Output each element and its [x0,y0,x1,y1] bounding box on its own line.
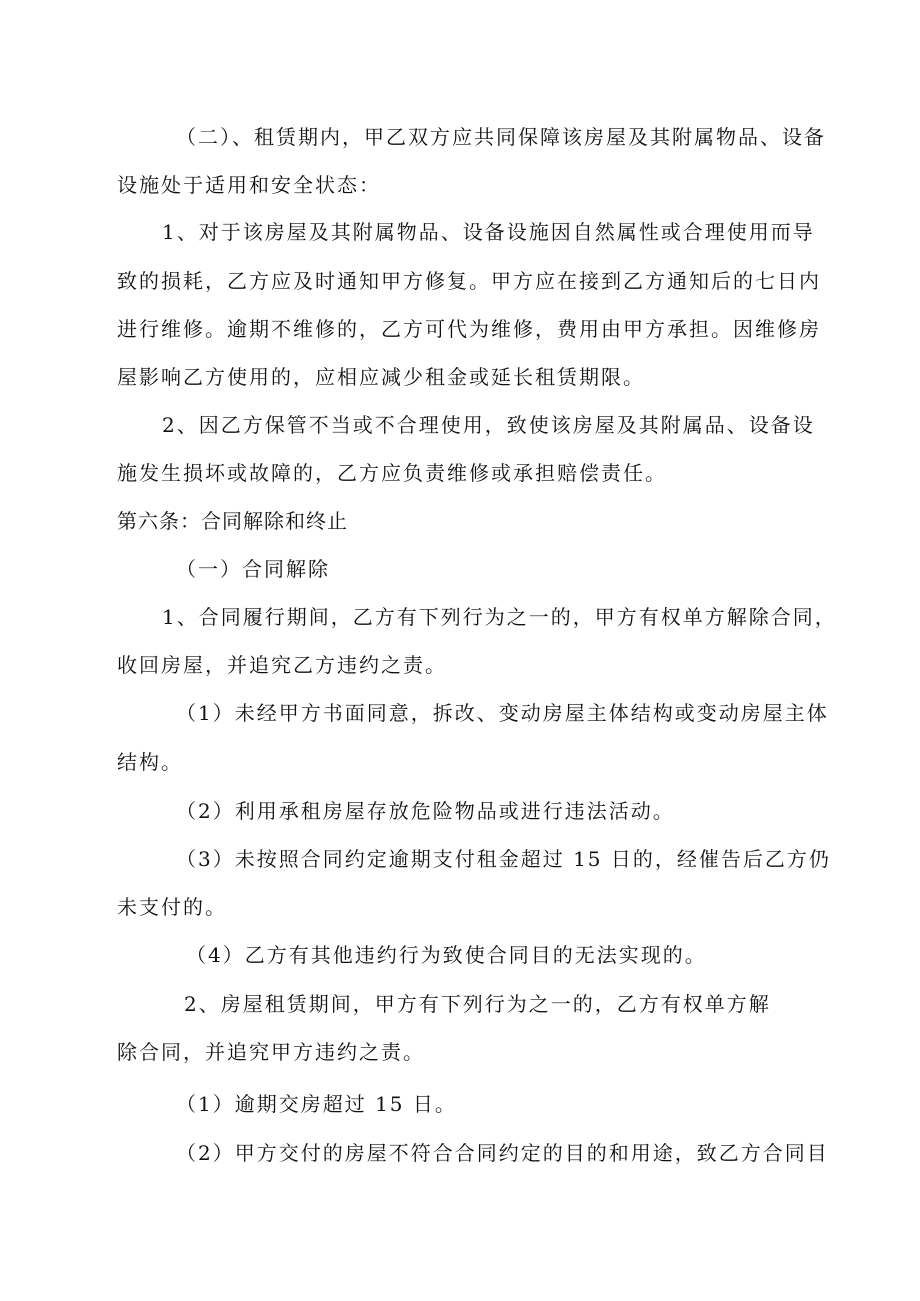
clause1-line-1: 1、合同履行期间，乙方有下列行为之一的，甲方有权单方解除合同， [162,605,837,629]
clause1-item1-line-1: （1）未经甲方书面同意，拆改、变动房屋主体结构或变动房屋主体 [176,701,829,725]
article-six-title: 第六条：合同解除和终止 [117,509,348,533]
clause2-line-2: 除合同，并追究甲方违约之责。 [117,1040,425,1064]
item1-line-1: 1、对于该房屋及其附属物品、设备设施因自然属性或合理使用而导 [162,220,815,244]
clause1-item2: （2）利用承租房屋存放危险物品或进行违法活动。 [176,799,675,823]
item1-line-4: 屋影响乙方使用的，应相应减少租金或延长租赁期限。 [117,365,645,389]
item2-line-2: 施发生损坏或故障的，乙方应负责维修或承担赔偿责任。 [117,461,667,485]
clause2-item1: （1）逾期交房超过 15 日。 [176,1092,457,1116]
subsection-title: （一）合同解除 [176,557,330,581]
clause1-item3-line-1: （3）未按照合同约定逾期支付租金超过 15 日的，经催告后乙方仍 [176,847,831,871]
clause1-item4: （4）乙方有其他违约行为致使合同目的无法实现的。 [186,943,707,967]
clause1-item1-line-2: 结构。 [117,750,183,774]
item2-line-1: 2、因乙方保管不当或不合理使用，致使该房屋及其附属品、设备设 [162,413,815,437]
clause2-line-1: 2、房屋租赁期间，甲方有下列行为之一的，乙方有权单方解 [184,992,771,1016]
section-two-line-2: 设施处于适用和安全状态： [117,173,381,197]
item1-line-3: 进行维修。逾期不维修的，乙方可代为维修，费用由甲方承担。因维修房 [117,317,821,341]
clause1-item3-line-2: 未支付的。 [117,895,227,919]
clause2-item2: （2）甲方交付的房屋不符合合同约定的目的和用途，致乙方合同目 [176,1141,829,1165]
item1-line-2: 致的损耗，乙方应及时通知甲方修复。甲方应在接到乙方通知后的七日内 [117,269,821,293]
section-two-line-1: （二）、租赁期内，甲乙双方应共同保障该房屋及其附属物品、设备 [176,125,826,149]
clause1-line-2: 收回房屋，并追究乙方违约之责。 [117,653,447,677]
